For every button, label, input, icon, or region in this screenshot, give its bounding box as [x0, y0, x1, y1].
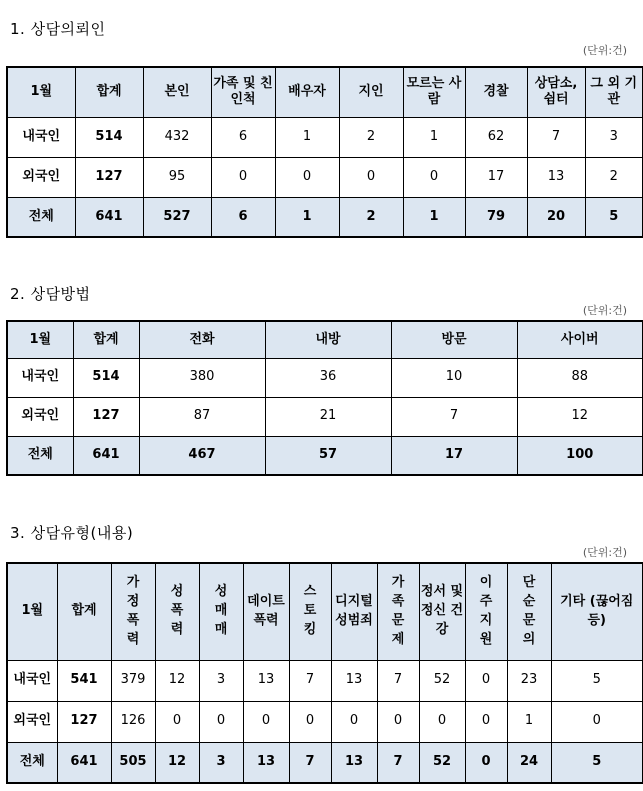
header-stalking [289, 563, 331, 660]
cell: 20 [527, 197, 585, 237]
row-label: 내국인 [7, 117, 75, 157]
header-shelter: 상담소, 쉼터 [527, 67, 585, 117]
table-row [7, 157, 643, 197]
header-sexual-violence [155, 563, 199, 660]
row-label: 내국인 [7, 660, 57, 701]
table-row [7, 701, 643, 742]
cell: 57 [265, 436, 391, 475]
header-month: 1월 [7, 321, 73, 358]
cell: 13 [331, 742, 377, 783]
cell: 1 [507, 701, 551, 742]
cell: 12 [155, 742, 199, 783]
cell: 3 [199, 742, 243, 783]
header-cyber: 사이버 [517, 321, 643, 358]
header-domestic-violence-label: 가정폭력 [126, 575, 140, 647]
header-other-agency: 그 외 기관 [585, 67, 643, 117]
header-stranger: 모르는 사람 [403, 67, 465, 117]
header-month: 1월 [7, 563, 57, 660]
cell: 127 [75, 157, 143, 197]
header-digital-crime: 디지털 성범죄 [331, 563, 377, 660]
cell: 527 [143, 197, 211, 237]
header-outreach: 방문 [391, 321, 517, 358]
cell: 17 [465, 157, 527, 197]
cell: 0 [403, 157, 465, 197]
cell: 36 [265, 358, 391, 397]
header-simple-inquiry [507, 563, 551, 660]
cell: 6 [211, 117, 275, 157]
cell: 0 [377, 701, 419, 742]
cell: 10 [391, 358, 517, 397]
cell: 379 [111, 660, 155, 701]
cell: 380 [139, 358, 265, 397]
header-total: 합계 [75, 67, 143, 117]
cell: 7 [289, 660, 331, 701]
cell: 23 [507, 660, 551, 701]
row-label: 전체 [7, 742, 57, 783]
cell: 2 [339, 197, 403, 237]
cell: 52 [419, 660, 465, 701]
cell: 0 [243, 701, 289, 742]
cell: 0 [465, 701, 507, 742]
header-acquaintance: 지인 [339, 67, 403, 117]
table-row [7, 397, 643, 436]
cell: 0 [155, 701, 199, 742]
table-row-total [7, 742, 643, 783]
cell: 0 [465, 742, 507, 783]
cell: 514 [73, 358, 139, 397]
cell: 432 [143, 117, 211, 157]
cell: 13 [527, 157, 585, 197]
header-month: 1월 [7, 67, 75, 117]
cell: 12 [155, 660, 199, 701]
cell: 21 [265, 397, 391, 436]
header-phone: 전화 [139, 321, 265, 358]
cell: 3 [199, 660, 243, 701]
section2-title: 2. 상담방법 [10, 285, 91, 303]
row-label: 외국인 [7, 701, 57, 742]
referrer-table [6, 66, 643, 238]
cell: 3 [585, 117, 643, 157]
header-migrant-support-label: 이주지원 [479, 575, 493, 647]
cell: 0 [465, 660, 507, 701]
cell: 5 [551, 742, 643, 783]
section2-unit: (단위:건) [582, 304, 627, 317]
cell: 505 [111, 742, 155, 783]
cell: 7 [377, 742, 419, 783]
cell: 87 [139, 397, 265, 436]
cell: 24 [507, 742, 551, 783]
cell: 6 [211, 197, 275, 237]
cell: 7 [391, 397, 517, 436]
header-prostitution-label: 성매매 [214, 584, 228, 638]
cell: 467 [139, 436, 265, 475]
header-total: 합계 [57, 563, 111, 660]
cell: 0 [331, 701, 377, 742]
row-label: 전체 [7, 197, 75, 237]
cell: 2 [339, 117, 403, 157]
cell: 541 [57, 660, 111, 701]
cell: 1 [275, 117, 339, 157]
cell: 100 [517, 436, 643, 475]
table-row-total [7, 436, 643, 475]
cell: 1 [275, 197, 339, 237]
cell: 0 [275, 157, 339, 197]
header-family: 가족 및 친인척 [211, 67, 275, 117]
header-domestic-violence [111, 563, 155, 660]
table-header-row [7, 321, 643, 358]
section1-title: 1. 상담의뢰인 [10, 20, 106, 38]
header-family-issue [377, 563, 419, 660]
cell: 95 [143, 157, 211, 197]
row-label: 전체 [7, 436, 73, 475]
header-mental-health: 정서 및 정신 건강 [419, 563, 465, 660]
cell: 0 [199, 701, 243, 742]
cell: 62 [465, 117, 527, 157]
cell: 5 [585, 197, 643, 237]
cell: 0 [419, 701, 465, 742]
type-table [6, 562, 643, 784]
method-table [6, 320, 643, 476]
cell: 0 [289, 701, 331, 742]
table-row [7, 117, 643, 157]
cell: 0 [211, 157, 275, 197]
cell: 0 [339, 157, 403, 197]
header-spouse: 배우자 [275, 67, 339, 117]
cell: 79 [465, 197, 527, 237]
header-sexual-violence-label: 성폭력 [170, 584, 184, 638]
header-visit-in: 내방 [265, 321, 391, 358]
table-row-total [7, 197, 643, 237]
cell: 0 [551, 701, 643, 742]
row-label: 외국인 [7, 397, 73, 436]
cell: 13 [243, 742, 289, 783]
cell: 126 [111, 701, 155, 742]
cell: 641 [73, 436, 139, 475]
cell: 1 [403, 117, 465, 157]
cell: 641 [57, 742, 111, 783]
cell: 17 [391, 436, 517, 475]
cell: 12 [517, 397, 643, 436]
header-prostitution [199, 563, 243, 660]
cell: 13 [243, 660, 289, 701]
cell: 641 [75, 197, 143, 237]
table-header-row [7, 563, 643, 660]
cell: 514 [75, 117, 143, 157]
cell: 1 [403, 197, 465, 237]
header-etc: 기타 (끊어짐 등) [551, 563, 643, 660]
table-row [7, 358, 643, 397]
header-police: 경찰 [465, 67, 527, 117]
cell: 7 [289, 742, 331, 783]
cell: 52 [419, 742, 465, 783]
cell: 127 [73, 397, 139, 436]
row-label: 내국인 [7, 358, 73, 397]
cell: 7 [527, 117, 585, 157]
header-simple-inquiry-label: 단순문의 [522, 575, 536, 647]
section3-title: 3. 상담유형(내용) [10, 524, 134, 542]
header-migrant-support [465, 563, 507, 660]
section3-unit: (단위:건) [582, 546, 627, 559]
cell: 88 [517, 358, 643, 397]
cell: 7 [377, 660, 419, 701]
section1-unit: (단위:건) [582, 44, 627, 57]
table-row [7, 660, 643, 701]
cell: 2 [585, 157, 643, 197]
header-dating-violence: 데이트 폭력 [243, 563, 289, 660]
row-label: 외국인 [7, 157, 75, 197]
header-total: 합계 [73, 321, 139, 358]
header-family-issue-label: 가족문제 [391, 575, 405, 647]
cell: 127 [57, 701, 111, 742]
cell: 5 [551, 660, 643, 701]
cell: 13 [331, 660, 377, 701]
header-self: 본인 [143, 67, 211, 117]
table-header-row [7, 67, 643, 117]
header-stalking-label: 스토킹 [303, 584, 317, 638]
